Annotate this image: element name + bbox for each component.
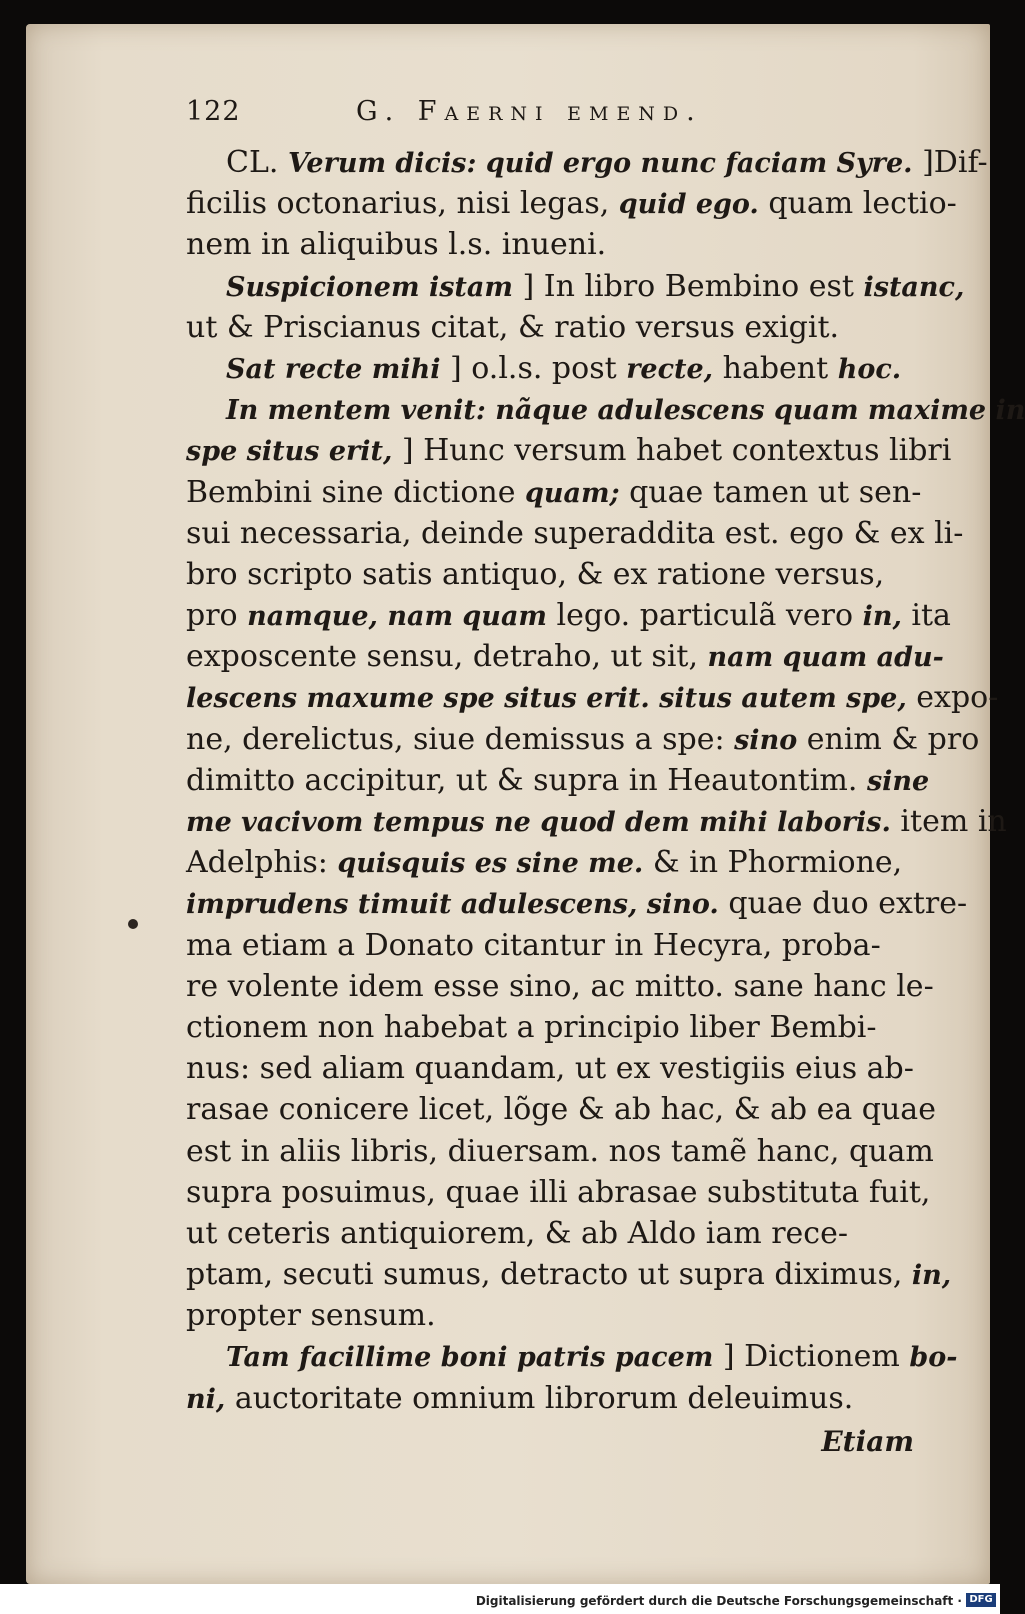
running-head	[186, 96, 926, 142]
text-segment: quam lectio-	[758, 186, 957, 222]
text-line	[186, 677, 999, 718]
text-line	[186, 1172, 931, 1213]
text-line	[186, 389, 1025, 430]
text-line	[186, 554, 926, 595]
text-segment: supra posuimus, quae illi abrasae substituta fuit,	[186, 1174, 931, 1210]
text-segment: expo-	[906, 680, 999, 716]
text-line	[186, 1007, 926, 1048]
text-line	[186, 1048, 926, 1089]
italic-segment: in,	[862, 601, 902, 633]
text-line	[186, 966, 934, 1007]
italic-segment: nam quam adu-	[707, 642, 944, 674]
text-line	[186, 472, 926, 513]
catchword: Etiam	[821, 1424, 914, 1458]
text-line	[186, 1213, 926, 1254]
text-segment: re volente idem esse sino, ac mitto. sane hanc le-	[186, 968, 934, 1004]
text-segment: ] o.l.s. post	[440, 350, 627, 386]
italic-segment: namque, nam quam	[247, 601, 548, 633]
text-segment: exposcente sensu, detraho, ut sit,	[186, 639, 708, 675]
italic-segment: Verum dicis: quid ergo nunc faciam Syre.	[287, 148, 913, 179]
text-segment: bro scripto satis antiquo, & ex ratione versus,	[186, 556, 885, 592]
italic-segment: bo-	[909, 1342, 958, 1374]
italic-segment: In mentem venit: nãque adulescens quam maxime in	[226, 395, 1025, 427]
text-segment: ]Dif-	[912, 145, 988, 180]
text-segment: Bembini sine dictione	[186, 474, 526, 510]
text-segment: rasae conicere licet, lõge & ab hac, & ab ea quae	[186, 1092, 936, 1128]
text-segment: ctionem non habebat a principio liber Bembi-	[186, 1009, 877, 1045]
text-segment: nem in aliquibus l.s. inueni.	[186, 227, 607, 263]
text-segment: habent	[713, 350, 838, 386]
text-line	[186, 636, 944, 677]
page-text	[186, 96, 1025, 1458]
running-title: G. Faerni emend.	[356, 96, 703, 127]
text-line	[186, 1295, 926, 1336]
italic-segment: recte,	[626, 353, 714, 385]
text-segment: ne, derelictus, siue demissus a spe:	[186, 721, 735, 757]
margin-mark	[128, 919, 138, 929]
italic-segment: Sat recte mihi	[226, 353, 441, 385]
italic-segment: quam;	[525, 477, 620, 509]
text-line	[186, 1254, 952, 1295]
text-segment: lego. particulã vero	[547, 598, 863, 634]
footer-bar	[0, 1584, 1000, 1614]
text-segment: CL.	[226, 145, 288, 180]
text-segment: ut ceteris antiquiorem, & ab Aldo iam rece-	[186, 1215, 848, 1251]
text-line	[186, 595, 951, 636]
text-segment: & in Phormione,	[643, 845, 903, 881]
text-line	[186, 760, 930, 801]
text-line	[186, 1131, 934, 1172]
italic-segment: quid ego.	[618, 189, 759, 221]
text-line	[186, 307, 926, 348]
text-line	[186, 1089, 936, 1130]
text-segment: est in aliis libris, diuersam. nos tamẽ hanc, quam	[186, 1133, 934, 1169]
text-segment: ] In libro Bembino est	[512, 268, 864, 304]
text-line	[186, 513, 964, 554]
body-text	[186, 142, 1025, 1419]
text-line	[186, 430, 952, 471]
text-line	[186, 183, 957, 224]
text-segment: ma etiam a Donato citantur in Hecyra, proba-	[186, 927, 881, 963]
italic-segment: Suspicionem istam	[226, 271, 513, 303]
text-line	[186, 719, 980, 760]
text-segment: item in	[890, 804, 1007, 839]
text-line	[186, 224, 926, 265]
funding-notice: Digitalisierung gefördert durch die Deutsche Forschungsgemeinschaft ·	[475, 1594, 962, 1608]
italic-segment: quisquis es sine me.	[337, 848, 644, 880]
italic-segment: hoc.	[837, 353, 902, 385]
text-line	[186, 1336, 958, 1377]
text-line	[186, 266, 965, 307]
text-segment: enim & pro	[797, 721, 980, 757]
text-segment: ita	[901, 598, 951, 634]
text-segment: ] Dictionem	[713, 1339, 910, 1375]
text-segment: propter sensum.	[186, 1298, 436, 1334]
text-segment: nus: sed aliam quandam, ut ex vestigiis eius ab-	[186, 1051, 914, 1087]
text-line	[186, 925, 926, 966]
text-line	[186, 801, 1007, 842]
italic-segment: istanc,	[863, 271, 965, 303]
text-segment: sui necessaria, deinde superaddita est. ego & ex li-	[186, 515, 964, 551]
italic-segment: sino	[734, 724, 798, 756]
italic-segment: in,	[911, 1260, 952, 1292]
text-segment: auctoritate omnium librorum deleuimus.	[225, 1380, 854, 1416]
text-line	[186, 883, 968, 924]
text-segment: ptam, secuti sumus, detracto ut supra diximus,	[186, 1257, 912, 1293]
text-segment: dimitto accipitur, ut & supra in Heautontim.	[186, 762, 867, 798]
italic-segment: lescens maxume spe situs erit. situs autem spe,	[186, 683, 907, 715]
text-segment: quae tamen ut sen-	[619, 474, 922, 510]
text-segment: quae duo extre-	[718, 886, 968, 922]
text-segment: ut & Priscianus citat, & ratio versus exigit.	[186, 309, 840, 345]
dfg-logo: DFG	[966, 1593, 996, 1607]
page-number: 122	[186, 96, 241, 127]
text-segment: ] Hunc versum habet contextus libri	[392, 433, 952, 469]
text-line	[186, 842, 926, 883]
text-segment: ficilis octonarius, nisi legas,	[186, 186, 619, 222]
italic-segment: Tam facillime boni patris pacem	[226, 1342, 714, 1374]
italic-segment: spe situs erit,	[186, 436, 393, 468]
text-line	[186, 348, 926, 389]
italic-segment: sine	[866, 765, 930, 797]
italic-segment: imprudens timuit adulescens, sino.	[186, 889, 719, 921]
text-segment: Adelphis:	[186, 845, 338, 881]
text-segment: pro	[186, 598, 248, 634]
italic-segment: me vacivom tempus ne quod dem mihi laboris.	[186, 807, 891, 838]
text-line	[186, 1378, 926, 1419]
text-line	[186, 142, 988, 183]
italic-segment: ni,	[186, 1383, 226, 1415]
